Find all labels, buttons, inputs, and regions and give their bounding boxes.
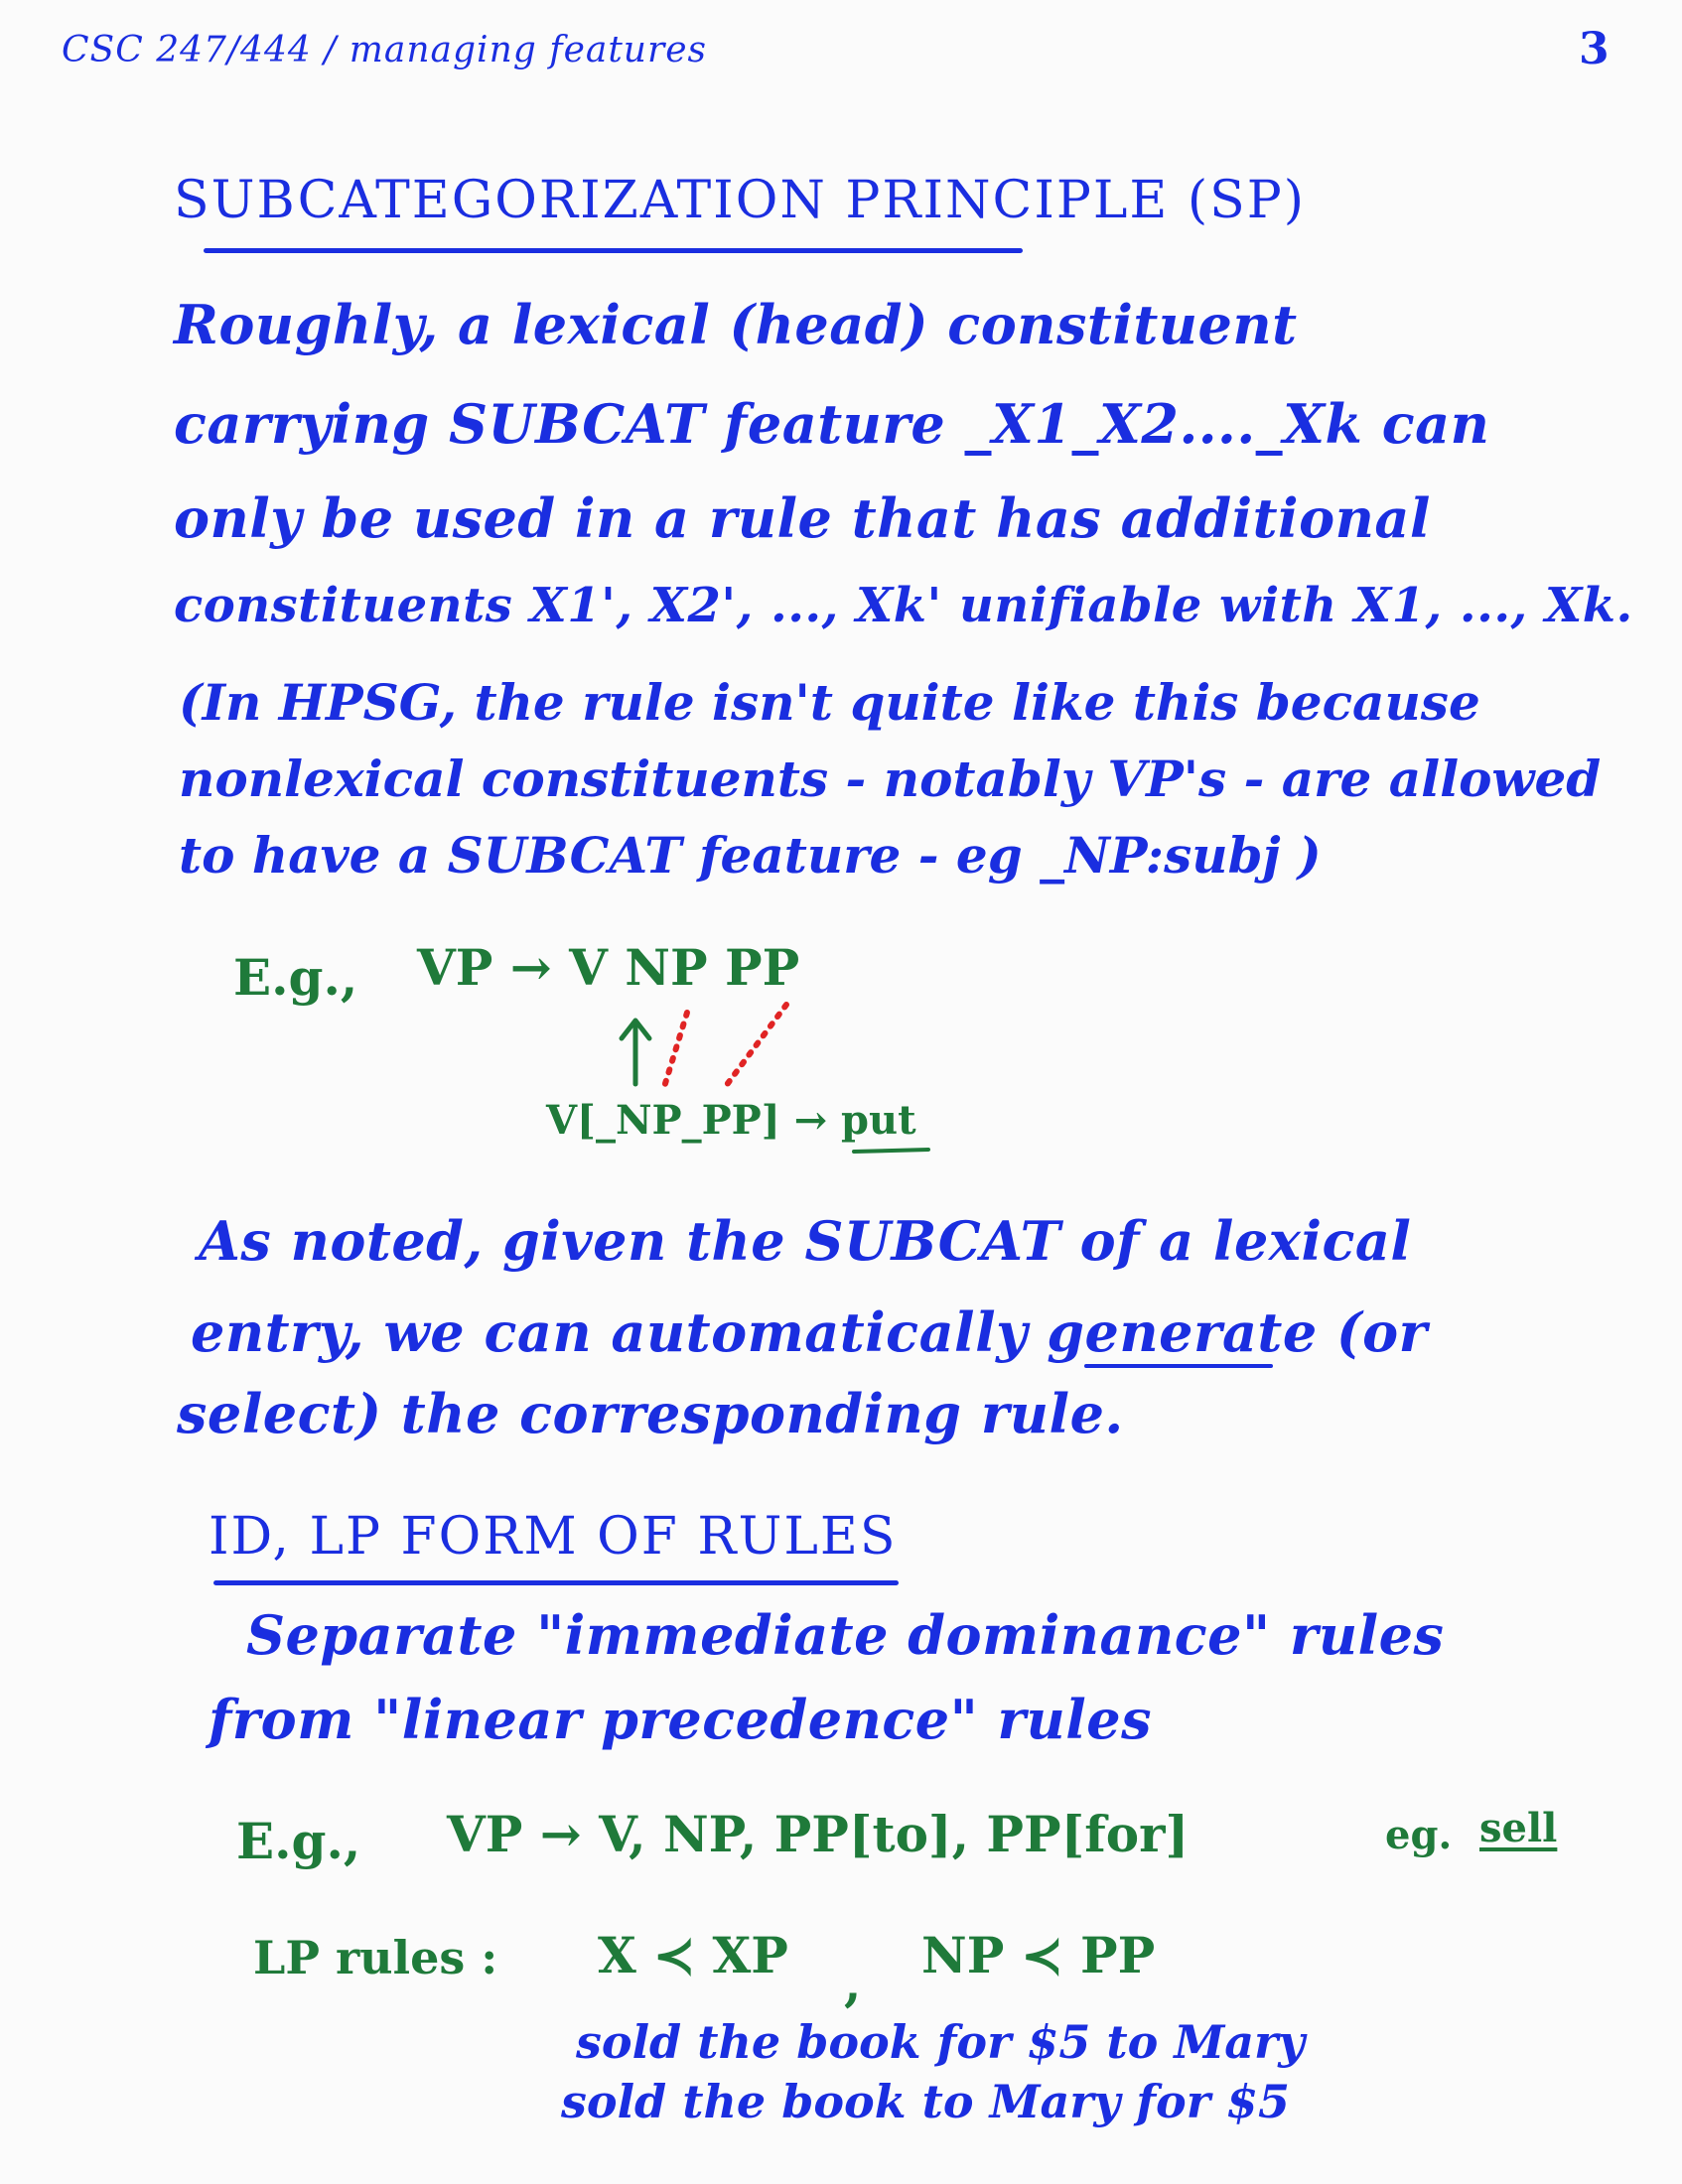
idlp-title-underline [213,1580,899,1585]
example-sentence-1: sold the book for $5 to Mary [576,2015,1306,2069]
sp-line-4: constituents X1', X2', ..., Xk' unifiable with X1, ..., Xk. [174,578,1633,633]
idlp-example-rule: VP → V, NP, PP[to], PP[for] [447,1805,1190,1863]
head-arrow [622,1021,649,1084]
idlp-example-verb: sell [1479,1805,1558,1851]
sp-line-2: carrying SUBCAT feature _X1_X2...._Xk can [174,392,1490,456]
example-sentence-2: sold the book to Mary for $5 [561,2075,1291,2128]
idlp-section-title: ID, LP FORM OF RULES [209,1507,898,1567]
np-link-dotted [663,1013,687,1090]
sp-example-rule: VP → V NP PP [417,938,800,997]
lp-rule-2: NP ≺ PP [921,1926,1156,1984]
lp-rule-separator: , [844,1954,862,2012]
sp-example-label: E.g., [233,948,358,1007]
idlp-example-verb-prefix: eg. [1385,1812,1453,1858]
idlp-line-2: from "linear precedence" rules [209,1688,1152,1751]
follow-line-3: select) the corresponding rule. [177,1382,1124,1445]
page-number: 3 [1579,24,1610,74]
hpsg-note-line-2: nonlexical constituents - notably VP's - are allowed [179,750,1602,808]
idlp-example-label: E.g., [236,1812,361,1870]
follow-line-2: entry, we can automatically generate (or [191,1300,1428,1364]
lp-rules-label: LP rules : [253,1931,498,1984]
sp-example-lexical-entry: V[_NP_PP] → put [546,1097,916,1144]
sp-line-3: only be used in a rule that has additional [174,486,1431,550]
follow-line-1: As noted, given the SUBCAT of a lexical [199,1209,1412,1273]
put-underline [854,1150,928,1152]
lp-rule-1: X ≺ XP [598,1926,788,1984]
course-header: CSC 247/444 / managing features [62,30,707,70]
hpsg-note-line-1: (In HPSG, the rule isn't quite like this because [179,673,1480,732]
generate-underline [1084,1364,1273,1368]
sp-line-1: Roughly, a lexical (head) constituent [174,293,1298,356]
sp-section-title: SUBCATEGORIZATION PRINCIPLE (SP) [174,171,1307,230]
idlp-line-1: Separate "immediate dominance" rules [246,1603,1445,1667]
pp-link-dotted [723,1005,786,1090]
hpsg-note-line-3: to have a SUBCAT feature - eg _NP:subj ) [179,826,1322,885]
